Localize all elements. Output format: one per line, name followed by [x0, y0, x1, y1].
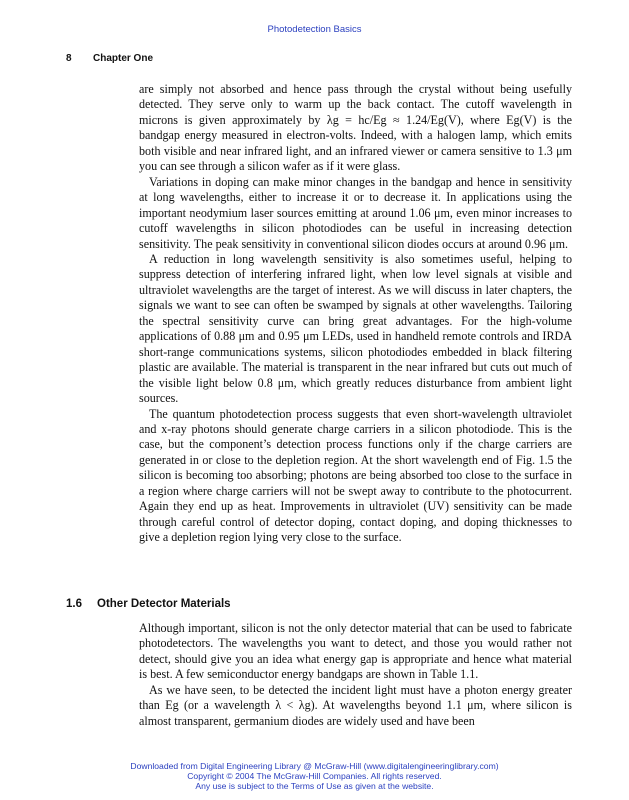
section-heading	[66, 598, 566, 610]
paragraph: are simply not absorbed and hence pass through the crystal without being usefully detected. They serve only to warm up the back contact. The cutoff wavelength in microns is given approximately by λg = hc/Eg ≈ 1.24/Eg(V), where Eg(V) is the bandgap energy measured in electron-volts. Indeed, with a halogen lamp, which emits both visible and near infrared light, and an infrared viewer or camera sensitive to 1.3 μm you can see through a silicon wafer as if it were glass.	[139, 82, 572, 174]
footer-download-link[interactable]: Downloaded from Digital Engineering Library @ McGraw-Hill (www.digitalengineeringlibrary.com)	[130, 761, 499, 771]
footer-terms: Any use is subject to the Terms of Use as given at the website.	[195, 781, 434, 792]
page-number: 8	[66, 53, 72, 64]
running-head: Photodetection Basics	[267, 24, 362, 35]
footer	[0, 761, 629, 792]
section-number: 1.6	[66, 598, 82, 610]
section-title: Other Detector Materials	[97, 598, 231, 610]
paragraph: Although important, silicon is not the only detector material that can be used to fabricate photodetectors. The wavelengths you want to detect, and those you would rather not detect, should give you an idea what energy gap is appropriate and hence what material is best. A few semiconductor energy bandgaps are shown in Table 1.1.	[139, 621, 572, 682]
chapter-title: Chapter One	[93, 53, 154, 64]
section-body-text	[139, 621, 572, 729]
paragraph: The quantum photodetection process suggests that even short-wavelength ultraviolet and x-ray photons should generate charge carriers in a silicon photodiode. This is the case, but the component’s detection process functions only if the charge carriers are generated in or close to the depletion region. At the short wavelength end of Fig. 1.5 the silicon is becoming too absorbing; photons are being absorbed too close to the surface in a region where charge carriers will not be swept away to contribute to the photocurrent. Again they end up as heat. Improvements in ultraviolet (UV) sensitivity can be made through careful control of detector doping, contact doping, and doping thicknesses to give a depletion region lying very close to the surface.	[139, 406, 572, 545]
paragraph: A reduction in long wavelength sensitivity is also sometimes useful, helping to suppress detection of interfering infrared light, when low level signals at visible and ultraviolet wavelengths are the target of interest. As we will discuss in later chapters, the signals we want to see can often be swamped by signals at other wavelengths. Tailoring the spectral sensitivity curve can bring great advantages. For the high-volume applications of 0.88 μm and 0.95 μm LEDs, used in handheld remote controls and IRDA short-range communications systems, silicon photodiodes embedded in black filtering plastic are available. The material is transparent in the near infrared but cuts out much of the visible light below 0.8 μm, which greatly reduces disturbance from ambient light sources.	[139, 251, 572, 406]
footer-copyright: Copyright © 2004 The McGraw-Hill Companies. All rights reserved.	[187, 771, 442, 782]
paragraph: Variations in doping can make minor changes in the bandgap and hence in sensitivity at long wavelengths, either to increase it or to decrease it. In applications using the important neodymium laser sources emitting at around 1.06 μm, even minor increases to cutoff wavelengths in silicon photodiodes can be useful in increasing detection sensitivity. The peak sensitivity in conventional silicon diodes occurs at around 0.96 μm.	[139, 174, 572, 251]
body-text	[139, 82, 572, 546]
paragraph: As we have seen, to be detected the incident light must have a photon energy greater than Eg (or a wavelength λ < λg). At wavelengths beyond 1.1 μm, where silicon is almost transparent, germanium diodes are widely used and have been	[139, 682, 572, 728]
